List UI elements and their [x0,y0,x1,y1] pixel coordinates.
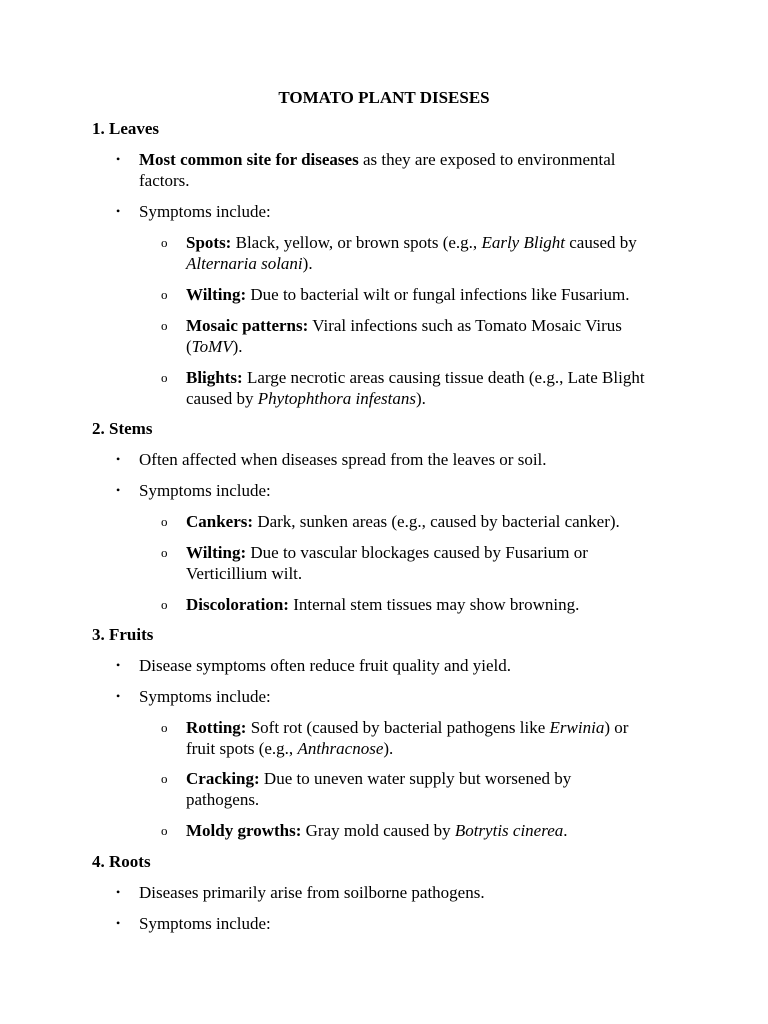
sub-bullet-icon: o [161,514,168,529]
bullet-icon: • [116,452,121,466]
symptom-item-continuation: Verticillium wilt. [186,564,303,583]
list-item: Symptoms include: [139,481,271,500]
bullet-icon: • [116,658,121,672]
symptom-item: Wilting: Due to bacterial wilt or fungal infections like Fusarium. [186,285,630,304]
symptom-item: Cracking: Due to uneven water supply but worsened by [186,769,572,788]
symptom-item: Moldy growths: Gray mold caused by Botrytis cinerea. [186,821,568,840]
sub-bullet-icon: o [161,720,168,735]
symptom-item: Mosaic patterns: Viral infections such as Tomato Mosaic Virus [186,316,622,335]
list-item [139,149,616,170]
symptom-item: Rotting: Soft rot (caused by bacterial pathogens like Erwinia) or [186,718,629,737]
sub-bullet-icon: o [161,823,168,838]
bullet-icon: • [116,152,121,166]
symptom-item: Cankers: Dark, sunken areas (e.g., caused by bacterial canker). [186,512,620,531]
symptom-item-continuation: fruit spots (e.g., Anthracnose). [186,739,394,758]
sub-bullet-icon: o [161,771,168,786]
sub-bullet-icon: o [161,235,168,250]
symptom-item: Discoloration: Internal stem tissues may show browning. [186,595,580,614]
sub-bullet-icon: o [161,318,168,333]
section-heading-roots: 4. Roots [92,852,151,871]
section-heading-fruits: 3. Fruits [92,625,154,644]
sub-bullet-icon: o [161,370,168,385]
bullet-icon: • [116,689,121,703]
sub-bullet-icon: o [161,545,168,560]
sub-bullet-icon: o [161,597,168,612]
list-item: Disease symptoms often reduce fruit quality and yield. [139,656,512,675]
list-item: Diseases primarily arise from soilborne pathogens. [139,883,485,902]
bullet-icon: • [116,916,121,930]
list-item-continuation: factors. [139,171,190,190]
symptom-item-continuation: (ToMV). [186,337,243,356]
symptom-item: Blights: Large necrotic areas causing tissue death (e.g., Late Blight [186,368,645,387]
item-text: as they are exposed to environmental [358,150,616,169]
symptom-item: Wilting: Due to vascular blockages caused by Fusarium or [186,543,588,562]
symptom-item: Spots: Black, yellow, or brown spots (e.g., Early Blight caused by [186,233,637,252]
bullet-icon: • [116,885,121,899]
symptom-item-continuation: pathogens. [186,790,260,809]
bullet-icon: • [116,483,121,497]
document-title: TOMATO PLANT DISESES [278,88,490,107]
sub-bullet-icon: o [161,287,168,302]
section-heading-leaves: 1. Leaves [92,119,160,138]
section-heading-stems: 2. Stems [92,419,153,438]
symptom-item-continuation: caused by Phytophthora infestans). [186,389,426,408]
list-item: Symptoms include: [139,914,271,933]
bullet-icon: • [116,204,121,218]
list-item: Often affected when diseases spread from the leaves or soil. [139,450,547,469]
list-item: Symptoms include: [139,202,271,221]
symptom-item-continuation: Alternaria solani). [186,254,313,273]
list-item: Symptoms include: [139,687,271,706]
item-bold-text: Most common site for diseases [139,150,359,169]
